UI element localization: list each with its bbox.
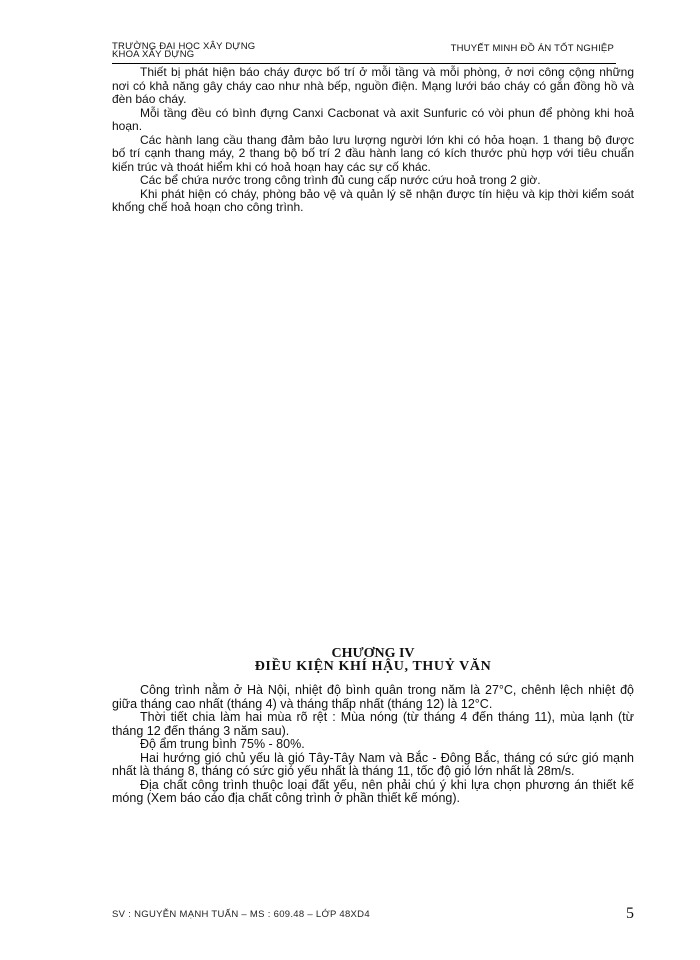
paragraph: Các hành lang cầu thang đảm bảo lưu lượng người lớn khi có hỏa hoạn. 1 thang bộ được bố trí cạnh thang máy, 2 thang bộ bố trí 2 đầu hành lang có kích thước phù hợp với tiêu chuẩn kiến trúc và thoát hiểm khi có hoả hoạn hay các sự cố khác. (112, 132, 634, 174)
page-footer (112, 905, 634, 923)
chapter-heading (112, 647, 634, 673)
header-school (112, 43, 255, 59)
chapter-label: CHƯƠNG IV (331, 646, 415, 661)
page-header (112, 41, 616, 64)
footer-student-info: SV : NGUYỄN MẠNH TUẤN – MS : 609.48 – LỚP 48XD4 (112, 909, 370, 920)
header-university: TRƯỜNG ĐẠI HỌC XÂY DỰNG (112, 41, 256, 52)
paragraph: Địa chất công trình thuộc loại đất yếu, nên phải chú ý khi lựa chọn phương án thiết kế móng (Xem báo cáo địa chất công trình ở phần thiết kế móng). (112, 777, 634, 805)
header-faculty: KHOA XÂY DỰNG (112, 49, 195, 60)
paragraph: Mỗi tầng đều có bình đựng Canxi Cacbonat và axit Sunfuric có vòi phun để phòng khi hoả hoạn. (112, 105, 634, 133)
paragraph: Thời tiết chia làm hai mùa rõ rệt : Mùa nóng (từ tháng 4 đến tháng 11), mùa lạnh (từ tháng 12 đến tháng 3 năm sau). (112, 710, 634, 738)
paragraph: Hai hướng gió chủ yếu là gió Tây-Tây Nam và Bắc - Đông Bắc, tháng có sức gió mạnh nhất là tháng 8, tháng có sức gió yếu nhất là tháng 11, tốc độ gió lớn nhất là 28m/s. (112, 750, 634, 778)
climate-section (112, 684, 634, 806)
paragraph: Các bể chứa nước trong công trình đủ cung cấp nước cứu hoả trong 2 giờ. (140, 173, 541, 187)
chapter-title: ĐIỀU KIỆN KHÍ HẬU, THUỶ VĂN (254, 659, 492, 674)
paragraph: Công trình nằm ở Hà Nội, nhiệt độ bình quân trong năm là 27°C, chênh lệch nhiệt độ giữa tháng cao nhất (tháng 4) và tháng thấp nhất (tháng 12) là 12°C. (112, 683, 634, 711)
paragraph: Độ ẩm trung bình 75% - 80%. (140, 737, 305, 751)
paragraph: Khi phát hiện có cháy, phòng bảo vệ và quản lý sẽ nhận được tín hiệu và kịp thời kiểm soát khống chế hoả hoạn cho công trình. (112, 186, 634, 214)
fire-protection-section (112, 66, 634, 215)
page-number: 5 (626, 905, 634, 922)
paragraph: Thiết bị phát hiện báo cháy được bố trí ở mỗi tầng và mỗi phòng, ở nơi công cộng những nơi có khả năng gây cháy cao như nhà bếp, nguồn điện. Mạng lưới báo cháy có gắn đồng hồ và đèn báo cháy. (112, 65, 634, 106)
header-doc-title: THUYẾT MINH ĐỒ ÁN TỐT NGHIỆP (450, 43, 614, 54)
